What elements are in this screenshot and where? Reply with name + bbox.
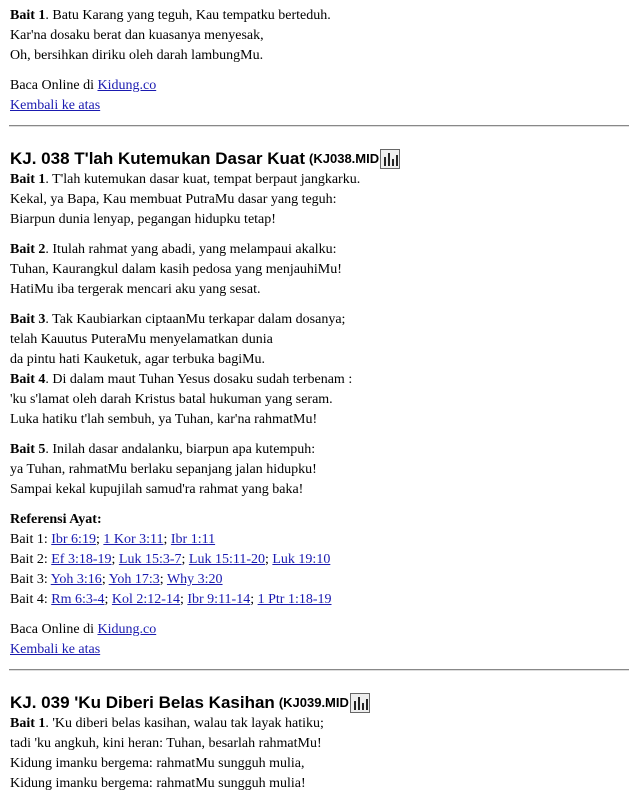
bible-ref-link[interactable]: Ibr 1:11 <box>170 532 216 547</box>
hymn-title: KJ. 039 'Ku Diberi Belas Kasihan (KJ039.MID <box>10 692 628 714</box>
reference-row: Bait 1: Ibr 6:19; 1 Kor 3:11; Ibr 1:11 <box>10 532 216 547</box>
hymn-page <box>10 6 628 804</box>
verse: Bait 4. Di dalam maut Tuhan Yesus dosaku sudah terbenam : 'ku s'lamat oleh darah Kristus batal hukuman yang seram. Luka hatiku t'lah sembuh, ya Tuhan, kar'na rahmatMu! <box>10 372 353 427</box>
bible-ref-link[interactable]: Luk 15:3-7 <box>118 552 182 567</box>
verse: Bait 1. T'lah kutemukan dasar kuat, tempat berpaut jangkarku. Kekal, ya Bapa, Kau membuat PutraMu dasar yang teguh: Biarpun dunia lenyap, pegangan hidupku tetap! <box>10 172 361 227</box>
verse-label: Bait 4 <box>10 372 46 387</box>
verse-label: Bait 3 <box>10 312 46 327</box>
kidung-link[interactable]: Kidung.co <box>97 622 157 637</box>
reference-row: Bait 3: Yoh 3:16; Yoh 17:3; Why 3:20 <box>10 572 223 587</box>
verse-label: Bait 1 <box>10 8 46 23</box>
verse: Bait 3. Tak Kaubiarkan ciptaanMu terkapar dalam dosanya; telah Kauutus PuteraMu menyelamatkan dunia da pintu hati Kauketuk, agar terbuka bagiMu. <box>10 312 346 367</box>
verse: Bait 1. Batu Karang yang teguh, Kau tempatku berteduh. Kar'na dosaku berat dan kuasanya menyesak, Oh, bersihkan diriku oleh darah lambungMu. <box>10 8 331 63</box>
bible-ref-link[interactable]: Kol 2:12-14 <box>111 592 180 607</box>
back-to-top-link[interactable]: Kembali ke atas <box>10 98 101 113</box>
divider <box>9 125 629 127</box>
reference-row: Bait 4: Rm 6:3-4; Kol 2:12-14; Ibr 9:11-14; 1 Ptr 1:18-19 <box>10 592 332 607</box>
verse-label: Bait 2 <box>10 242 46 257</box>
bible-ref-link[interactable]: Ibr 9:11-14 <box>187 592 251 607</box>
midi-file-icon[interactable] <box>380 149 400 169</box>
bible-ref-link[interactable]: Why 3:20 <box>166 572 223 587</box>
midi-filename: (KJ038.MID <box>309 151 380 166</box>
hymn-title: KJ. 038 T'lah Kutemukan Dasar Kuat (KJ038.MID <box>10 148 628 170</box>
verse-references <box>10 510 628 610</box>
bible-ref-link[interactable]: Rm 6:3-4 <box>51 592 105 607</box>
kidung-link[interactable]: Kidung.co <box>97 78 157 93</box>
bible-ref-link[interactable]: Yoh 17:3 <box>108 572 160 587</box>
verse: Bait 5. Inilah dasar andalanku, biarpun apa kutempuh: ya Tuhan, rahmatMu berlaku sepanjang jalan hidupku! Sampai kekal kupujilah samud'ra rahmat yang baka! <box>10 442 317 497</box>
references-title: Referensi Ayat: <box>10 512 102 527</box>
verse-label: Bait 5 <box>10 442 46 457</box>
reference-row: Bait 2: Ef 3:18-19; Luk 15:3-7; Luk 15:11-20; Luk 19:10 <box>10 552 331 567</box>
bible-ref-link[interactable]: 1 Ptr 1:18-19 <box>257 592 332 607</box>
midi-filename: (KJ039.MID <box>278 695 349 710</box>
bible-ref-link[interactable]: Ef 3:18-19 <box>51 552 112 567</box>
divider <box>9 669 629 671</box>
hymn-footer: Baca Online di Kidung.co Kembali ke atas <box>10 622 157 657</box>
bible-ref-link[interactable]: Luk 15:11-20 <box>188 552 265 567</box>
bible-ref-link[interactable]: 1 Kor 3:11 <box>103 532 164 547</box>
verse-label: Bait 1 <box>10 716 46 731</box>
verse-label: Bait 1 <box>10 172 46 187</box>
hymn-footer: Baca Online di Kidung.co Kembali ke atas <box>10 78 157 113</box>
bible-ref-link[interactable]: Yoh 3:16 <box>50 572 102 587</box>
midi-file-icon[interactable] <box>350 693 370 713</box>
bible-ref-link[interactable]: Luk 19:10 <box>272 552 331 567</box>
verse: Bait 1. 'Ku diberi belas kasihan, walau tak layak hatiku; tadi 'ku angkuh, kini heran: Tuhan, besarlah rahmatMu! Kidung imanku bergema: rahmatMu sungguh mulia, Kidung imanku bergema: rahmatMu sungguh mulia! <box>10 716 324 791</box>
verse: Bait 2. Itulah rahmat yang abadi, yang melampaui akalku: Tuhan, Kaurangkul dalam kasih pedosa yang menjauhiMu! HatiMu iba tergerak mencari aku yang sesat. <box>10 242 342 297</box>
back-to-top-link[interactable]: Kembali ke atas <box>10 642 101 657</box>
bible-ref-link[interactable]: Ibr 6:19 <box>51 532 96 547</box>
